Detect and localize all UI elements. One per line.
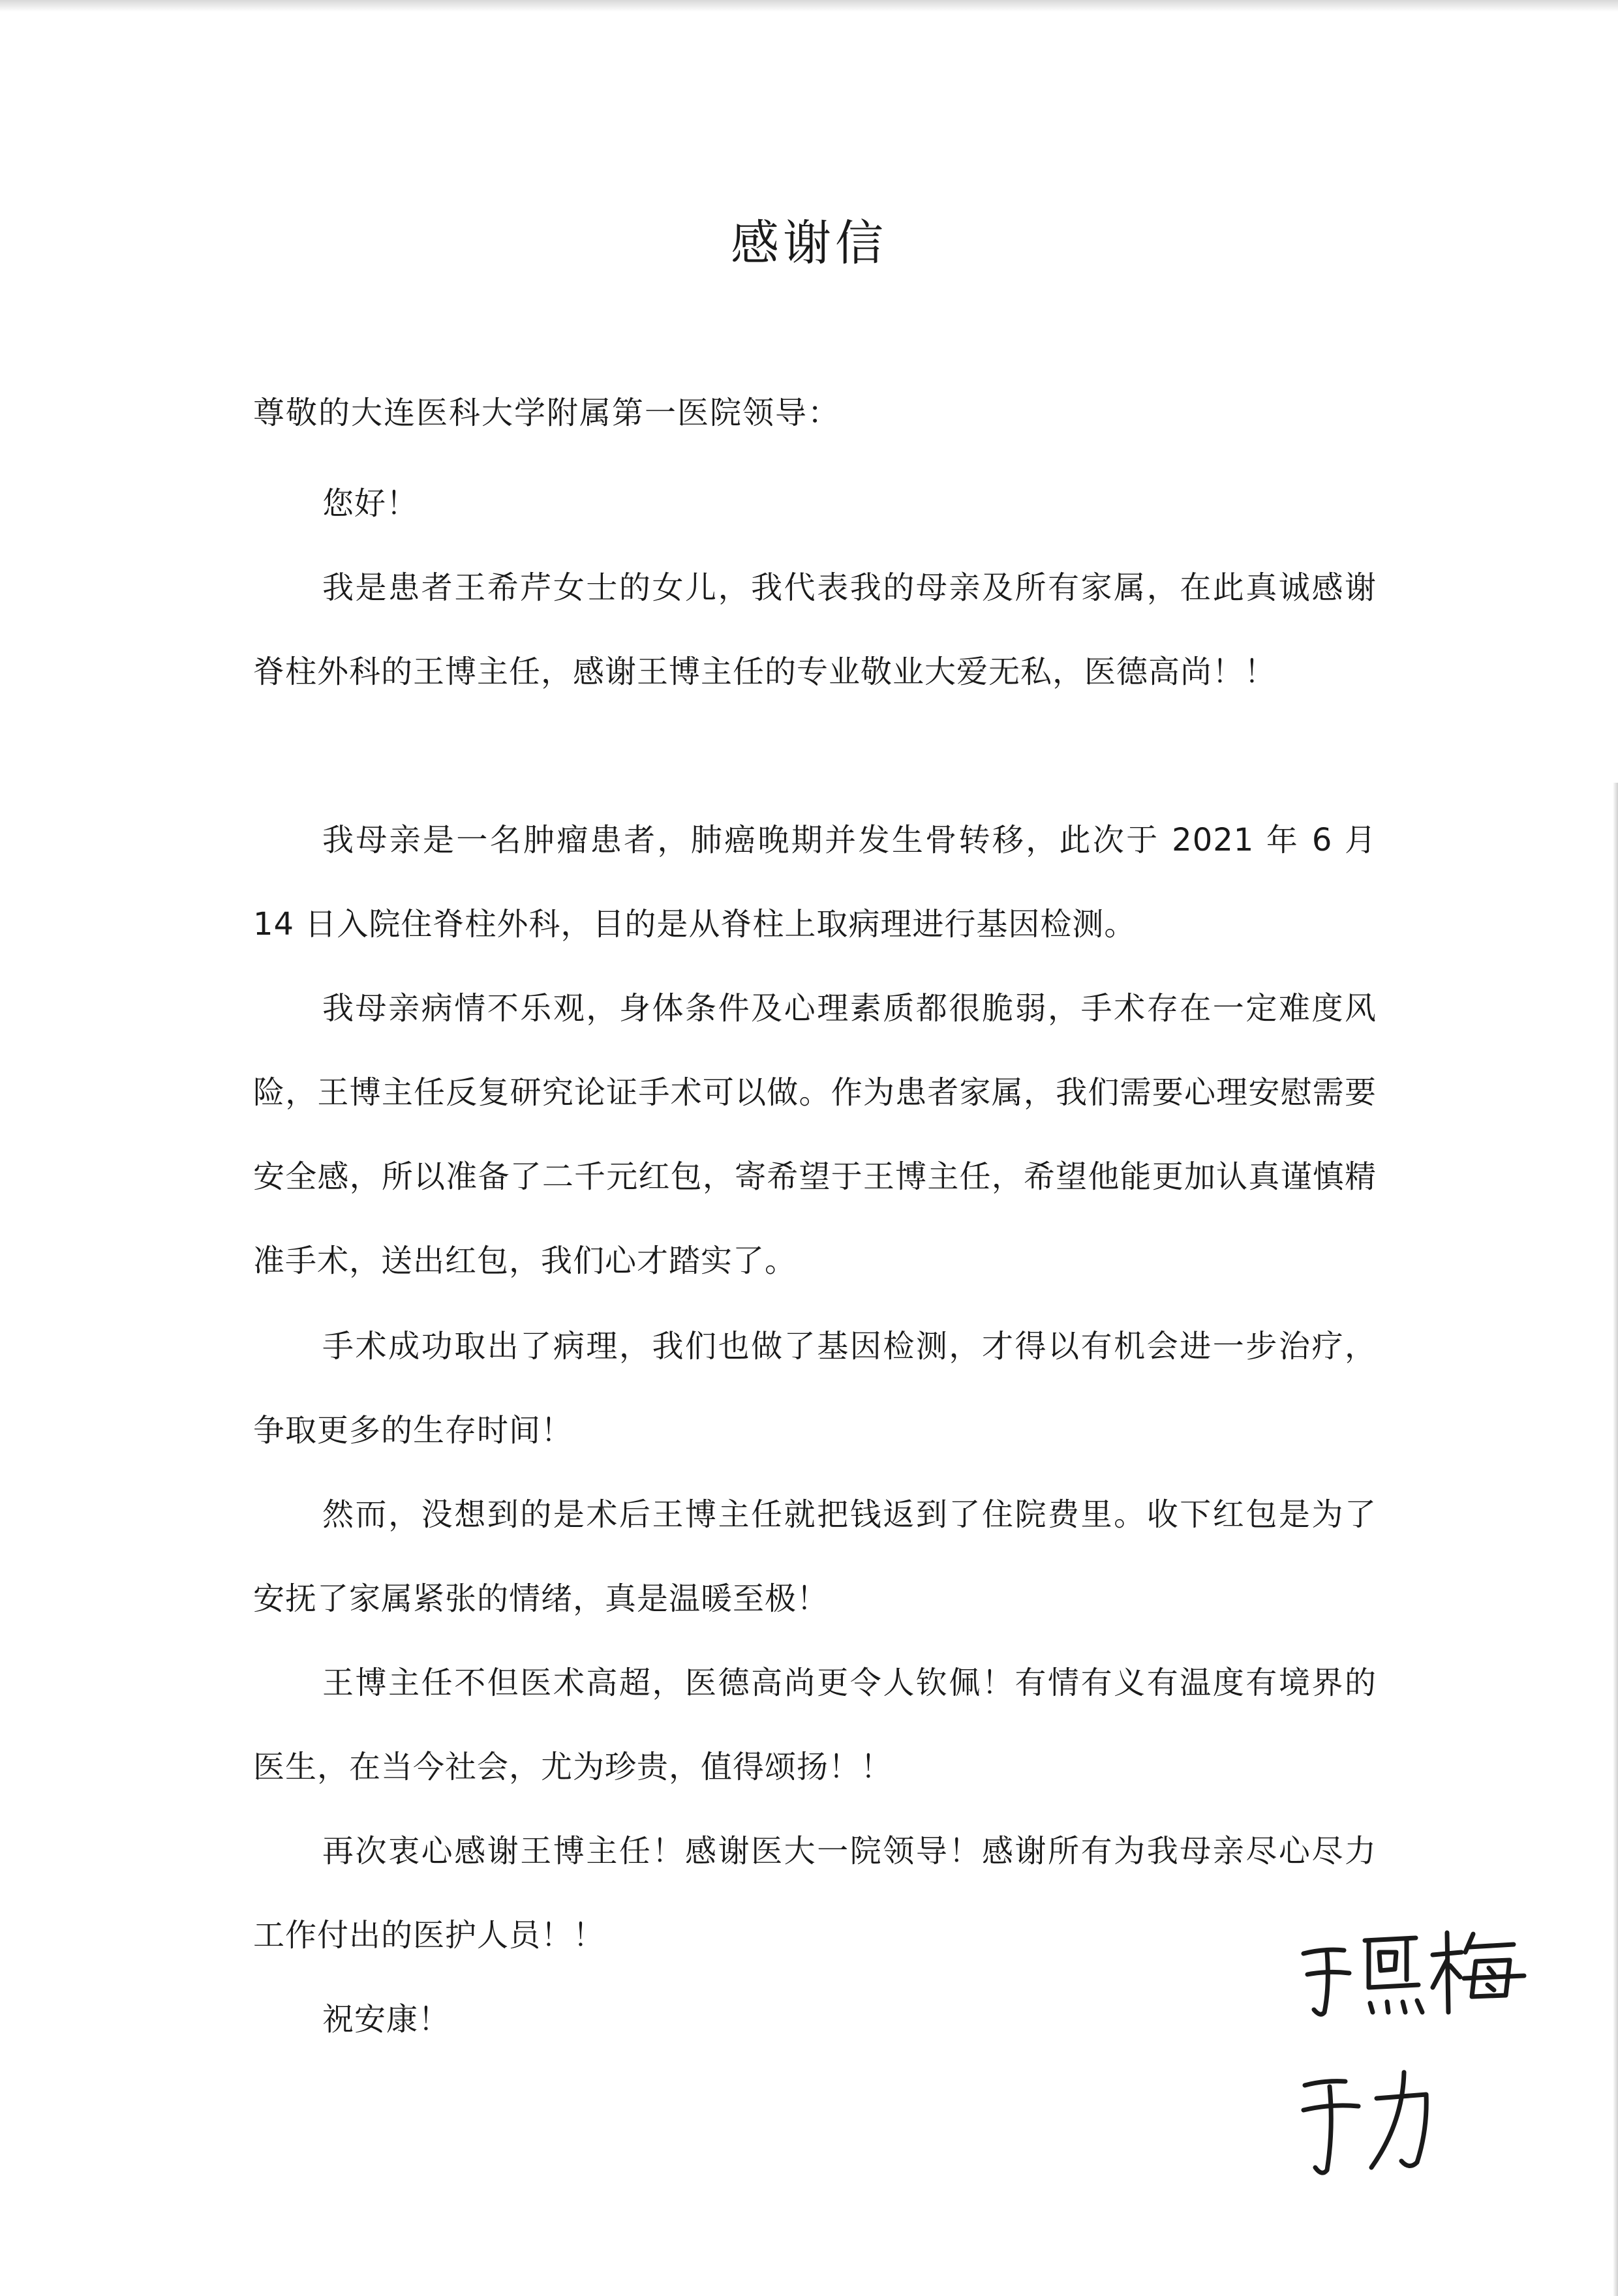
signature-1 bbox=[1304, 1933, 1524, 2014]
paragraph-4: 手术成功取出了病理，我们也做了基因检测，才得以有机会进一步治疗，争取更多的生存时间！ bbox=[253, 1328, 1377, 1449]
paragraph-7: 再次衷心感谢王博主任！感谢医大一院领导！感谢所有为我母亲尽心尽力工作付出的医护人员！！ bbox=[253, 1833, 1377, 1954]
paragraph-2: 我母亲是一名肿瘤患者，肺癌晚期并发生骨转移，此次于 2021 年 6 月 14 日入院住脊柱外科，目的是从脊柱上取病理进行基因检测。 bbox=[253, 822, 1377, 943]
paragraph-1: 我是患者王希芹女士的女儿，我代表我的母亲及所有家属，在此真诚感谢脊柱外科的王博主任，感谢王博主任的专业敬业大爱无私，医德高尚！！ bbox=[253, 569, 1377, 690]
scan-right-edge bbox=[1613, 783, 1618, 2296]
salutation: 尊敬的大连医科大学附属第一医院领导： bbox=[253, 395, 841, 431]
signature-drawing bbox=[1298, 1914, 1572, 2188]
paragraph-5: 然而，没想到的是术后王博主任就把钱返到了住院费里。收下红包是为了安抚了家属紧张的情绪，真是温暖至极！ bbox=[253, 1496, 1377, 1617]
closing: 祝安康！ bbox=[322, 2001, 451, 2038]
letter-title: 感谢信 bbox=[731, 215, 887, 271]
signature-2 bbox=[1304, 2072, 1426, 2173]
handwritten-signatures bbox=[1298, 1914, 1572, 2188]
scan-top-edge bbox=[0, 0, 1618, 12]
paragraph-3: 我母亲病情不乐观，身体条件及心理素质都很脆弱，手术存在一定难度风险，王博主任反复研究论证手术可以做。作为患者家属，我们需要心理安慰需要安全感，所以准备了二千元红包，寄希望于王博主任，希望他能更加认真谨慎精准手术，送出红包，我们心才踏实了。 bbox=[253, 990, 1377, 1279]
paragraph-6: 王博主任不但医术高超，医德高尚更令人钦佩！有情有义有温度有境界的医生，在当今社会，尤为珍贵，值得颂扬！！ bbox=[253, 1665, 1377, 1785]
greeting: 您好！ bbox=[322, 485, 419, 522]
